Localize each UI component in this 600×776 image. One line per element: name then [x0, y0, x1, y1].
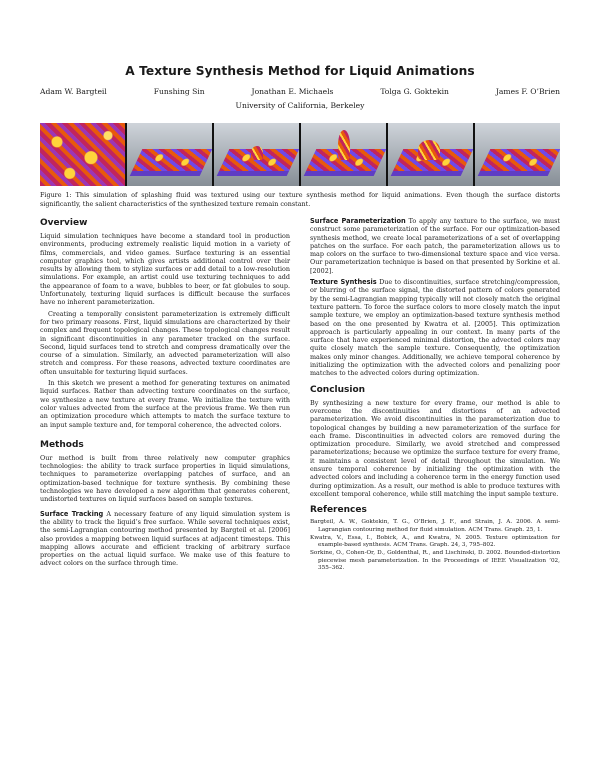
simulation-frame-image	[214, 123, 299, 186]
paragraph-text: A necessary feature of any liquid simulation system is the ability to track the liquid’s free surface. While several techniques exist, the semi-Lagrangian contouring method presented by Bargteil et al. [2006] also provides a mapping between liquid surfaces at adjacent timesteps. This mapping allows accurate and efficient tracking of arbitrary surface properties on the actual liquid surface. We make use of this feature to advect colors on the surface through time.	[40, 509, 290, 568]
section-heading-methods: Methods	[40, 439, 84, 450]
paragraph-text: To apply any texture to the surface, we must construct some parameterization of the surface. For our optimization-based synthesis method, we create local parameterizations of a set of overlapping patches on the surface. For each patch, the parameterization allows us to map colors on the surface to two-dimensional texture space and vice versa. Our parameterization technique is based on that presented by Sorkine et al. [2002].	[310, 217, 560, 275]
paragraph-texture-synthesis	[310, 278, 560, 378]
paragraph-text: Due to discontinuities, surface stretching/compression, or blurring of the surface signal, the distorted pattern of colors generated by the semi-Lagrangian mapping typically will not closely match the original texture pattern. To force the surface colors to more closely match the input sample texture, we employ an optimization-based texture synthesis method based on the one presented by Kwatra et al. [2005]. This optimization approach is particularly appealing in our context. In many parts of the surface that have experienced minimal distortion, the advected colors may quite closely match the sample texture. Consequently, the optimization makes only minor changes. Additionally, we achieve temporal coherence by initializing the optimization with the advected colors and penalizing poor matches to the advected colors during optimization.	[310, 278, 560, 378]
author: Funshing Sin	[153, 87, 205, 96]
runin-heading: Texture Synthesis	[310, 278, 377, 287]
simulation-frame-image	[475, 123, 560, 186]
paragraph-surface-parameterization	[310, 217, 560, 275]
affiliation: University of California, Berkeley	[235, 101, 365, 110]
paragraph-surface-tracking	[40, 510, 290, 568]
section-heading-references: References	[310, 505, 367, 516]
paragraph: Our method is built from three relatively new computer graphics technologies: the ability to track surface properties in liquid simulations, techniques to parameterize overlapping patches of surface, and an optimization-based technique for texture synthesis. By combining these technologies we have developed a new algorithm that generates coherent, undistorted textures on liquid surfaces based on sample textures.	[40, 453, 290, 504]
author: James F. O’Brien	[495, 87, 560, 96]
paragraph: In this sketch we present a method for generating textures on animated liquid surfaces. Rather than advecting texture coordinates on the surface, we synthesize a new texture at every frame. We initialize the texture with color values advected from the surface at the previous frame. We then run an optimization procedure which attempts to match the surface texture to an input sample texture and, for temporal coherence, the advected colors.	[40, 379, 290, 429]
reference-item: Sorkine, O., Cohen-Or, D., Goldenthal, R., and Lischinski, D. 2002. Bounded-distortion piecewise mesh parameterization. In the Proceedings of IEEE Visualization ’02, 355–362.	[310, 550, 560, 571]
reference-item: Bargteil, A. W., Goktekin, T. G., O’Brien, J. F., and Strain, J. A. 2006. A semi-Lagrangian contouring method for fluid simulation. ACM Trans. Graph. 25, 1.	[310, 519, 560, 533]
paragraph: Creating a temporally consistent parameterization is extremely difficult for two primary reasons. First, liquid simulations are characterized by their complex and frequent topological changes. These topological changes result in significant discontinuities in any parameter tracked on the surface. Second, liquid surfaces tend to stretch and compress dramatically over the course of a simulation. Similarly, an advected parameterization will also stretch and compress. For these reasons, advected texture coordinates are often unsuitable for texturing liquid surfaces.	[40, 309, 290, 376]
figure-caption: Figure 1: This simulation of splashing fluid was textured using our texture synthesis method for liquid animations. Even though the surface distorts significantly, the salient characteristics of the synthesized texture remain constant.	[40, 191, 560, 208]
section-heading-overview: Overview	[40, 218, 88, 228]
runin-heading: Surface Tracking	[40, 509, 104, 518]
right-column	[310, 217, 560, 573]
simulation-frame-image	[301, 123, 386, 186]
paper-title: A Texture Synthesis Method for Liquid Animations	[125, 64, 475, 78]
paragraph: Liquid simulation techniques have become a standard tool in production environments, producing extremely realistic liquid motion in a variety of films, commercials, and video games. Surface texturing is an essential computer graphics tool, which gives artists additional control over their results by allowing them to stylize surfaces or add detail to a low-resolution simulations. For example, an artist could use texturing techniques to add the appearance of foam to a wave, bubbles to beer, or fat globules to soup. Unfortunately, texturing liquid surfaces is difficult because the surfaces have no inherent parameterization.	[40, 232, 290, 307]
paragraph: By synthesizing a new texture for every frame, our method is able to overcome the discontinuities and distortions of an advected parameterization. We avoid discontinuities in the parameterization due to topological changes by building a new parameterization of the surface for each frame. Discontinuities in advected colors are removed during the optimization procedure. Similarly, we avoid stretched and compressed parameterizations; because we optimize the surface texture for every frame, it maintains a consistent level of detail throughout the simulation. We ensure temporal coherence by initializing the optimization with the advected colors and including a coherence term in the energy function used during optimization. As a result, our method is able to produce textures with excellent temporal coherence, while still matching the input sample texture.	[310, 398, 560, 498]
figure-1-image-strip	[40, 123, 560, 186]
runin-heading: Surface Parameterization	[310, 217, 406, 225]
author: Tolga G. Goktekin	[380, 87, 449, 96]
author-list	[40, 87, 560, 96]
simulation-frame-image	[388, 123, 473, 186]
section-heading-conclusion: Conclusion	[310, 384, 366, 395]
left-column	[40, 217, 290, 571]
sample-texture-image	[40, 123, 125, 186]
author: Jonathan E. Michaels	[251, 87, 334, 96]
reference-item: Kwatra, V., Essa, I., Bobick, A., and Kwatra, N. 2005. Texture optimization for example-based synthesis. ACM Trans. Graph. 24, 3, 795–802.	[310, 534, 560, 549]
simulation-frame-image	[127, 123, 212, 186]
author: Adam W. Bargteil	[40, 87, 107, 96]
